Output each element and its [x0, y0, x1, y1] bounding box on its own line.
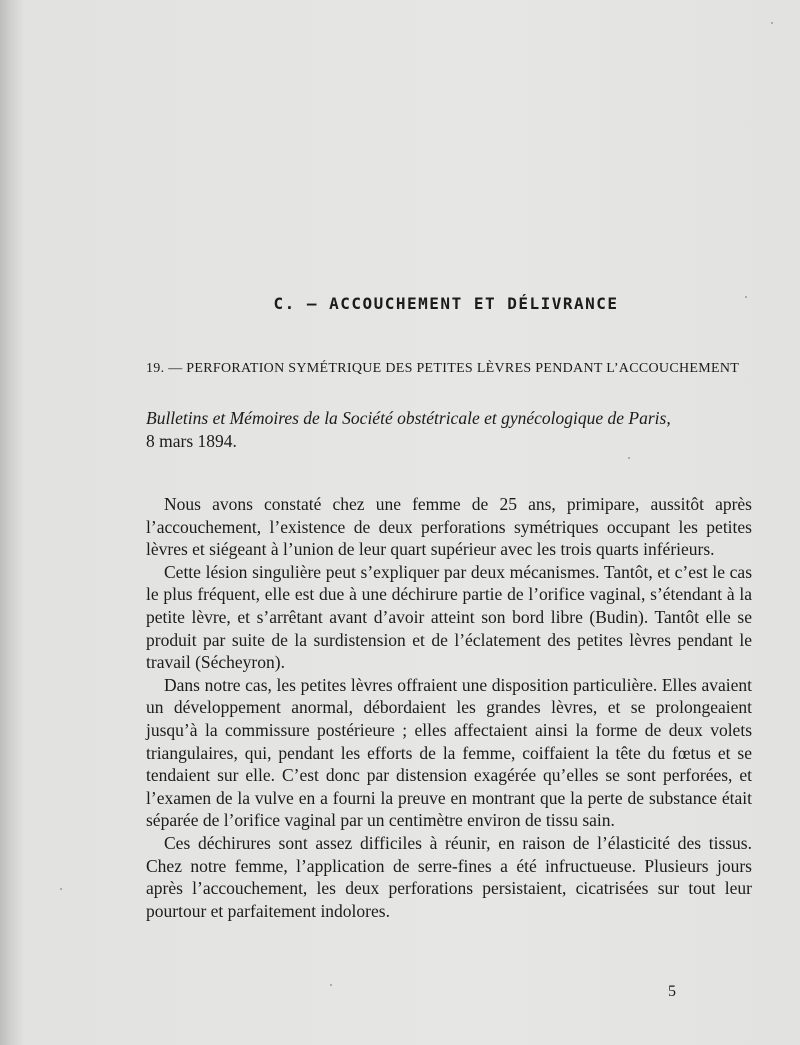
- paper-speck: [330, 984, 332, 986]
- body-text: [146, 493, 752, 922]
- paragraph-3: Dans notre cas, les petites lèvres offraient une disposition particulière. Elles avaient un développement anormal, débordaient les grandes lèvres, et se prolongeaient jusqu’à la commissure postérieure ; elles affectaient ainsi la forme de deux volets triangulaires, qui, pendant les efforts de la femme, coiffaient la tête du fœtus et se tendaient sur elle. C’est donc par distension exagérée qu’elles se sont perforées, et l’examen de la vulve en a fourni la preuve en montrant que la perte de substance était séparée de l’orifice vaginal par un centimètre environ de tissu sain.: [146, 674, 752, 831]
- paragraph-4: Ces déchirures sont assez difficiles à réunir, en raison de l’élasticité des tissus. Chez notre femme, l’application de serre-fines a été infructueuse. Plusieurs jours après l’accouchement, les deux perforations persistaient, cicatrisées sur tout leur pourtour et parfaitement indolores.: [146, 832, 752, 921]
- citation: [146, 407, 752, 453]
- paper-speck: [771, 22, 773, 24]
- citation-date: 8 mars 1894.: [146, 431, 237, 451]
- paper-speck: [745, 296, 747, 298]
- citation-journal: Bulletins et Mémoires de la Société obstétricale et gynécologique de Paris,: [146, 408, 671, 428]
- paragraph-1: Nous avons constaté chez une femme de 25 ans, primipare, aussitôt après l’accouchement, l’existence de deux perforations symétriques occupant les petites lèvres et siégeant à l’union de leur quart supérieur avec les trois quarts inférieurs.: [146, 494, 752, 560]
- section-heading: C. — ACCOUCHEMENT ET DÉLIVRANCE: [273, 294, 619, 313]
- article-title: 19. — PERFORATION SYMÉTRIQUE DES PETITES LÈVRES PENDANT L’ACCOUCHEMENT: [146, 361, 740, 376]
- page-number: 5: [668, 983, 676, 1000]
- paper-speck: [628, 457, 630, 459]
- paragraph-2: Cette lésion singulière peut s’expliquer par deux mécanismes. Tantôt, et c’est le cas le plus fréquent, elle est due à une déchirure partie de l’orifice vaginal, s’étendant à la petite lèvre, et s’arrêtant avant d’avoir atteint son bord libre (Budin). Tantôt elle se produit par suite de la surdistension et de l’éclatement des petites lèvres pendant le travail (Sécheyron).: [146, 561, 752, 673]
- paper-speck: [60, 888, 62, 890]
